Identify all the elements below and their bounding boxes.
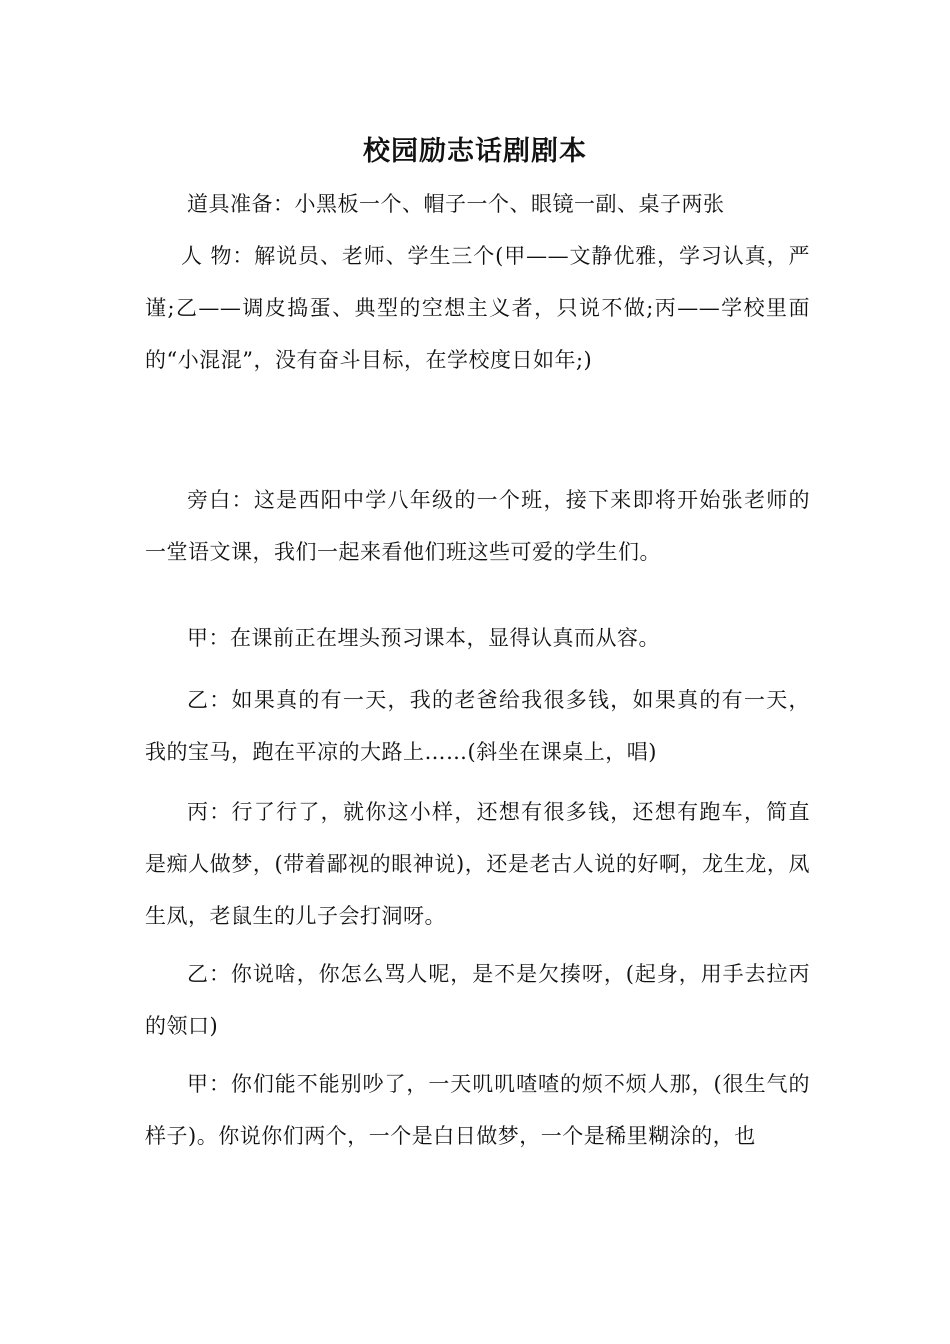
- dialogue-jia-1: 甲：在课前正在埋头预习课本，显得认真而从容。: [187, 626, 660, 650]
- dialogue-yi-2: 乙：你说啥，你怎么骂人呢，是不是欠揍呀，(起身，用手去拉丙的领口): [145, 962, 810, 1038]
- props-paragraph: 道具准备：小黑板一个、帽子一个、眼镜一副、桌子两张: [187, 192, 725, 216]
- document-title: 校园励志话剧剧本: [363, 136, 587, 167]
- narration-paragraph: 旁白：这是西阳中学八年级的一个班，接下来即将开始张老师的一堂语文课，我们一起来看他们班这些可爱的学生们。: [145, 488, 810, 564]
- dialogue-bing-1: 丙：行了行了，就你这小样，还想有很多钱，还想有跑车，简直是痴人做梦，(带着鄙视的眼神说)，还是老古人说的好啊，龙生龙，凤生凤，老鼠生的儿子会打洞呀。: [145, 800, 810, 928]
- dialogue-yi-1: 乙：如果真的有一天，我的老爸给我很多钱，如果真的有一天，我的宝马，跑在平凉的大路上……(斜坐在课桌上，唱): [145, 688, 810, 764]
- dialogue-jia-2: 甲：你们能不能别吵了，一天叽叽喳喳的烦不烦人那，(很生气的样子)。你说你们两个，一个是白日做梦，一个是稀里糊涂的，也: [145, 1072, 810, 1148]
- characters-paragraph: 人 物：解说员、老师、学生三个(甲——文静优雅，学习认真，严谨;乙——调皮捣蛋、典型的空想主义者，只说不做;丙——学校里面的“小混混”，没有奋斗目标，在学校度日如年;): [145, 244, 810, 372]
